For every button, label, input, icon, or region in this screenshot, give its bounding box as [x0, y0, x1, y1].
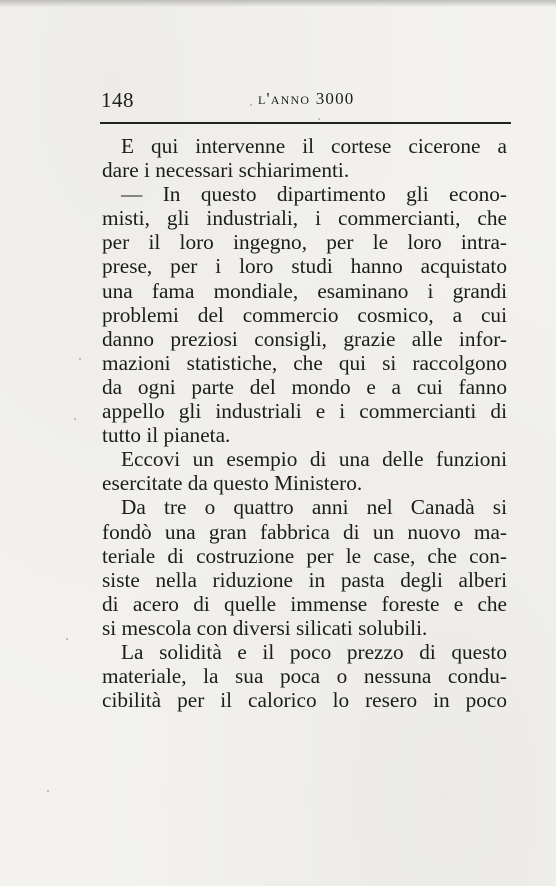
scan-speck [79, 358, 81, 360]
paragraph [102, 495, 507, 640]
paragraph [102, 447, 507, 495]
running-header [101, 88, 511, 114]
text-line: di acero di quelle immense foreste e che [102, 591, 507, 616]
text-line: appello gli industriali e i commercianti di [102, 399, 507, 424]
text-line: per il loro ingegno, per le loro intra- [102, 230, 507, 255]
body-text [102, 134, 507, 712]
text-line: da ogni parte del mondo e a cui fanno [102, 374, 507, 399]
text-line: La solidità e il poco prezzo di questo [121, 639, 507, 664]
text-line: esercitate da questo Ministero. [102, 471, 363, 496]
text-line: una fama mondiale, esaminano i grandi [102, 278, 507, 303]
paragraph [102, 640, 507, 712]
page-top-edge [0, 0, 556, 7]
running-title: l'anno 3000 [258, 89, 355, 108]
text-line: tutto il pianeta. [102, 423, 231, 448]
scan-speck [66, 638, 68, 640]
text-line: fondò una gran fabbrica di un nuovo ma- [102, 519, 507, 544]
paragraph [102, 182, 507, 447]
header-rule [100, 122, 511, 124]
text-line: teriale di costruzione per le case, che con- [102, 543, 507, 568]
text-line: Da tre o quattro anni nel Canadà si [121, 495, 507, 520]
text-line: danno preziosi consigli, grazie alle infor- [102, 326, 507, 351]
text-line: dare i necessari schiarimenti. [102, 158, 350, 183]
text-line: siste nella riduzione in pasta degli alberi [102, 567, 507, 592]
text-line: Eccovi un esempio di una delle funzioni [121, 447, 507, 472]
text-line: mazioni statistiche, che qui si raccolgono [102, 350, 507, 375]
text-line: cibilità per il calorico lo resero in poco [102, 688, 507, 713]
scan-speck [318, 118, 320, 120]
scan-speck [47, 790, 49, 792]
scan-speck [250, 104, 252, 106]
paragraph [102, 134, 507, 182]
scan-speck [74, 418, 76, 420]
text-line: — In questo dipartimento gli econo- [121, 182, 507, 207]
text-line: misti, gli industriali, i commercianti, che [102, 206, 507, 231]
text-line: materiale, la sua poca o nessuna condu- [102, 664, 507, 689]
text-line: problemi del commercio cosmico, a cui [102, 302, 507, 327]
text-line: prese, per i loro studi hanno acquistato [102, 254, 507, 279]
text-line: si mescola con diversi silicati solubili. [102, 615, 428, 640]
text-line: E qui intervenne il cortese cicerone a [121, 134, 507, 158]
page-number: 148 [101, 88, 134, 112]
